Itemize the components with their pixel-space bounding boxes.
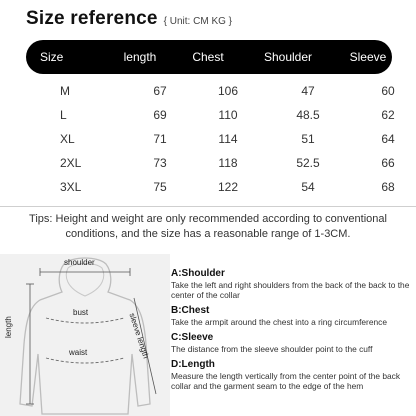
cell-length: 67 [153,84,167,98]
size-table [26,40,395,199]
description-heading: A:Shoulder [171,268,225,279]
label-shoulder: shoulder [64,258,95,267]
cell-size: L [60,108,67,122]
cell-length: 75 [153,180,167,194]
table-row [26,103,395,127]
description-heading: D:Length [171,359,215,370]
hoodie-outline-icon [0,254,170,416]
tips-line-1: Tips: Height and weight are only recommended according to conventional [29,213,387,225]
description-text: The distance from the sleeve shoulder point to the cuff [171,344,373,354]
cell-sleeve: 64 [381,132,395,146]
measurement-descriptions [171,268,416,396]
cell-length: 71 [153,132,167,146]
header-sleeve: Sleeve [349,50,387,64]
cell-length: 73 [153,156,167,170]
tips-line-2: conditions, and the size has a reasonable range of 1-3CM. [65,228,351,240]
cell-shoulder: 54 [301,180,315,194]
description-heading: C:Sleeve [171,332,214,343]
description-text: Measure the length vertically from the center point of the back collar and the garment seam to the edge of the hem [171,371,401,391]
description-item [171,305,416,327]
description-item [171,332,416,354]
cell-chest: 114 [218,132,238,146]
header-length: length [123,50,157,64]
description-item [171,359,416,391]
cell-size: XL [60,132,75,146]
header-shoulder: Shoulder [263,50,313,64]
cell-sleeve: 62 [381,108,395,122]
label-sleeve-length: sleeve length [127,312,151,360]
cell-shoulder: 48.5 [296,108,320,122]
table-row [26,79,395,103]
label-waist: waist [69,348,88,357]
table-row [26,175,395,199]
cell-sleeve: 60 [381,84,395,98]
table-row [26,151,395,175]
cell-chest: 110 [218,108,238,122]
description-text: Take the armpit around the chest into a ring circumference [171,317,387,327]
section-divider [0,206,416,207]
table-header [26,40,392,74]
cell-shoulder: 47 [301,84,315,98]
cell-chest: 106 [217,84,239,98]
cell-size: 2XL [60,156,82,170]
cell-size: M [60,84,70,98]
description-heading: B:Chest [171,305,210,316]
label-bust: bust [73,308,89,317]
title-row [26,8,232,30]
description-text: Take the left and right shoulders from the back of the back to the center of the collar [171,280,410,300]
description-item [171,268,416,300]
unit-label: { Unit: CM KG } [163,16,233,27]
hoodie-measurement-figure [0,254,170,416]
cell-chest: 118 [218,156,238,170]
cell-length: 69 [153,108,167,122]
header-size: Size [40,50,64,64]
cell-shoulder: 51 [301,132,315,146]
tips-text [6,212,410,242]
header-chest: Chest [192,50,224,64]
table-body [26,74,395,199]
cell-size: 3XL [60,180,82,194]
cell-shoulder: 52.5 [296,156,320,170]
page-title: Size reference [26,8,158,29]
cell-sleeve: 66 [381,156,395,170]
table-row [26,127,395,151]
cell-sleeve: 68 [381,180,395,194]
cell-chest: 122 [217,180,239,194]
label-length: length [4,316,13,338]
